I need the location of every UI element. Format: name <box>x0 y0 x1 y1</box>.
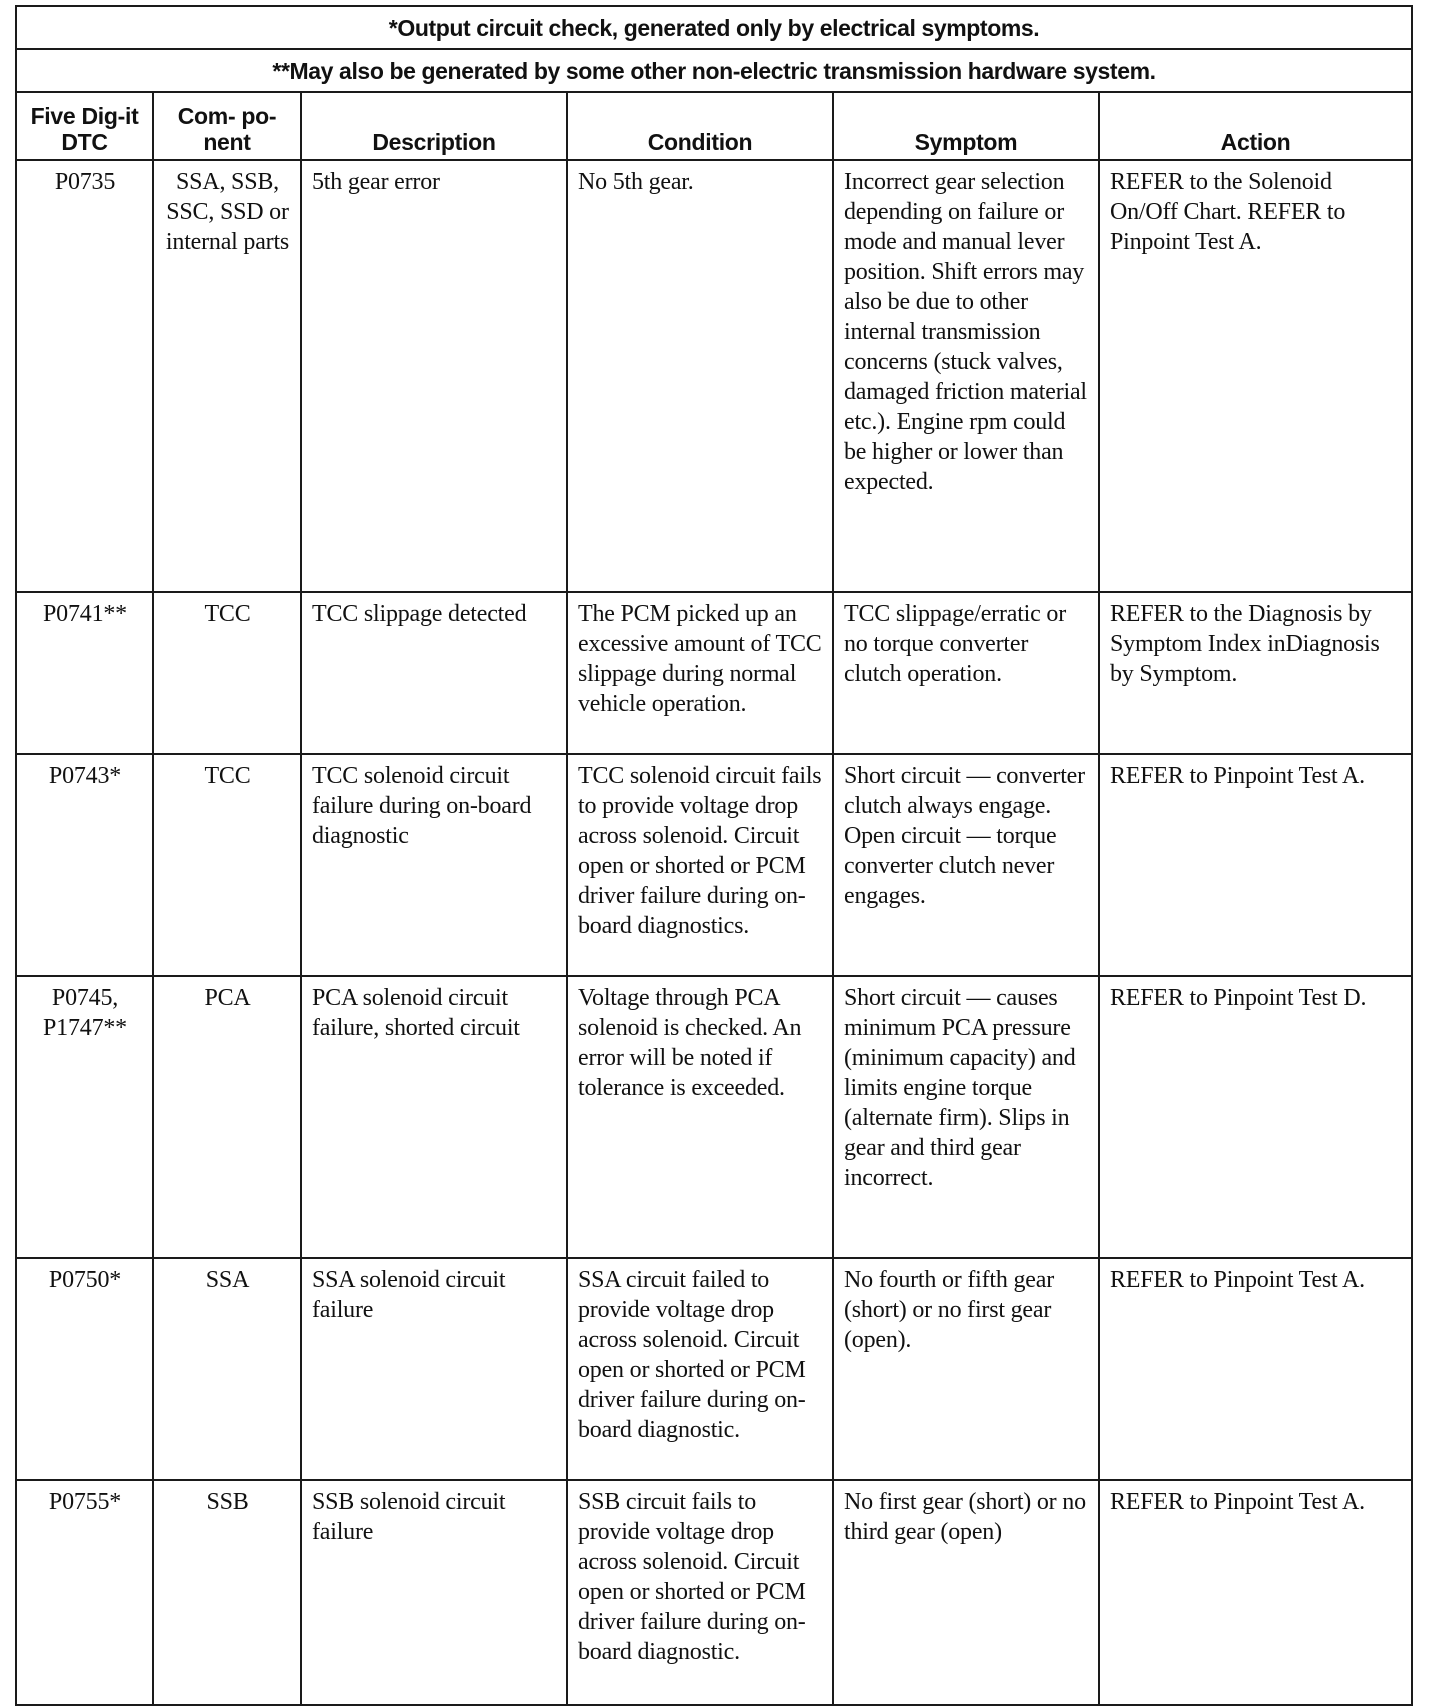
action-cell: REFER to the Solenoid On/Off Chart. REFER to Pinpoint Test A. <box>1099 160 1412 592</box>
symptom-cell: TCC slippage/erratic or no torque converter clutch operation. <box>833 592 1099 754</box>
table-row <box>16 592 1412 754</box>
header-dtc: Five Dig-it DTC <box>16 92 153 160</box>
dtc-code: P0755* <box>16 1480 153 1705</box>
component-cell: TCC <box>153 592 301 754</box>
header-condition: Condition <box>567 92 833 160</box>
dtc-table <box>15 5 1413 1706</box>
header-description: Description <box>301 92 567 160</box>
table-row <box>16 754 1412 976</box>
note-output-circuit: *Output circuit check, generated only by electrical symptoms. <box>16 6 1412 49</box>
header-symptom: Symptom <box>833 92 1099 160</box>
dtc-code: P0743* <box>16 754 153 976</box>
condition-cell: SSB circuit fails to provide voltage drop across solenoid. Circuit open or shorted or PCM driver failure during on-board diagnostic. <box>567 1480 833 1705</box>
note-row-non-electric <box>16 49 1412 92</box>
action-cell: REFER to the Diagnosis by Symptom Index inDiagnosis by Symptom. <box>1099 592 1412 754</box>
description-cell: SSB solenoid circuit failure <box>301 1480 567 1705</box>
description-cell: TCC solenoid circuit failure during on-board diagnostic <box>301 754 567 976</box>
table-row <box>16 1480 1412 1705</box>
note-non-electric: **May also be generated by some other non-electric transmission hardware system. <box>16 49 1412 92</box>
symptom-cell: Short circuit — converter clutch always engage. Open circuit — torque converter clutch never engages. <box>833 754 1099 976</box>
symptom-cell: Incorrect gear selection depending on failure or mode and manual lever position. Shift errors may also be due to other internal transmission concerns (stuck valves, damaged friction material etc.). Engine rpm could be higher or lower than expected. <box>833 160 1099 592</box>
component-cell: SSB <box>153 1480 301 1705</box>
description-cell: TCC slippage detected <box>301 592 567 754</box>
dtc-document-page <box>15 5 1411 1706</box>
header-row <box>16 92 1412 160</box>
action-cell: REFER to Pinpoint Test A. <box>1099 1258 1412 1480</box>
component-cell: SSA, SSB, SSC, SSD or internal parts <box>153 160 301 592</box>
table-row <box>16 976 1412 1258</box>
dtc-code: P0745, P1747** <box>16 976 153 1258</box>
symptom-cell: Short circuit — causes minimum PCA pressure (minimum capacity) and limits engine torque (alternate firm). Slips in gear and third gear incorrect. <box>833 976 1099 1258</box>
header-action: Action <box>1099 92 1412 160</box>
description-cell: 5th gear error <box>301 160 567 592</box>
component-cell: SSA <box>153 1258 301 1480</box>
note-row-output-circuit <box>16 6 1412 49</box>
symptom-cell: No fourth or fifth gear (short) or no first gear (open). <box>833 1258 1099 1480</box>
condition-cell: Voltage through PCA solenoid is checked. An error will be noted if tolerance is exceeded. <box>567 976 833 1258</box>
action-cell: REFER to Pinpoint Test D. <box>1099 976 1412 1258</box>
dtc-code: P0750* <box>16 1258 153 1480</box>
action-cell: REFER to Pinpoint Test A. <box>1099 754 1412 976</box>
description-cell: PCA solenoid circuit failure, shorted circuit <box>301 976 567 1258</box>
dtc-code: P0741** <box>16 592 153 754</box>
action-cell: REFER to Pinpoint Test A. <box>1099 1480 1412 1705</box>
component-cell: TCC <box>153 754 301 976</box>
symptom-cell: No first gear (short) or no third gear (open) <box>833 1480 1099 1705</box>
component-cell: PCA <box>153 976 301 1258</box>
condition-cell: No 5th gear. <box>567 160 833 592</box>
table-row <box>16 160 1412 592</box>
condition-cell: SSA circuit failed to provide voltage drop across solenoid. Circuit open or shorted or PCM driver failure during on-board diagnostic. <box>567 1258 833 1480</box>
condition-cell: The PCM picked up an excessive amount of TCC slippage during normal vehicle operation. <box>567 592 833 754</box>
header-component: Com- po-nent <box>153 92 301 160</box>
condition-cell: TCC solenoid circuit fails to provide voltage drop across solenoid. Circuit open or shorted or PCM driver failure during on-board diagnostics. <box>567 754 833 976</box>
table-row <box>16 1258 1412 1480</box>
dtc-code: P0735 <box>16 160 153 592</box>
description-cell: SSA solenoid circuit failure <box>301 1258 567 1480</box>
